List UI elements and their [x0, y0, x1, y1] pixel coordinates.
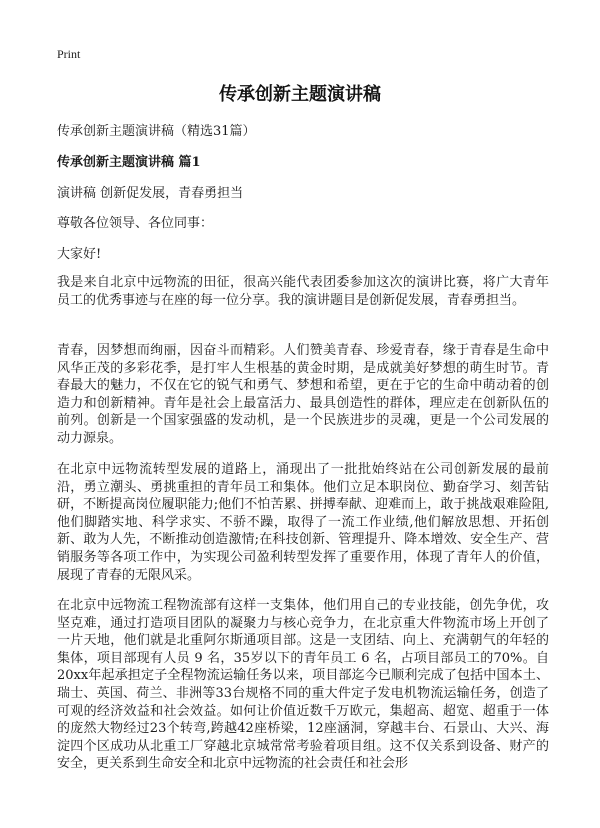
paragraph-project-team: 在北京中远物流工程物流部有这样一支集体，他们用自己的专业技能，创先争优，攻坚克难，通过打造项目团队的凝聚力与核心竞争力，在北京重大件物流市场上开创了一片天地，他们就是北重阿尔斯通项目部。这是一支团结、向上、充满朝气的年轻的集体，项目部现有人员 9 名，35岁以下的青年员工 6 名，占项目部员工的70%。自20xx年起承担定子全程物流运输任务以来，项目部迄今已顺利完成了包括中国本土、瑞士、英国、荷兰、非洲等33台规格不同的重大件定子发电机物流运输任务，创造了可观的经济效益和社会效益。如何让价值近数千万欧元，集超高、超宽、超重于一体的庞然大物经过23个转弯,跨越42座桥梁，12座涵洞，穿越丰台、石景山、大兴、海淀四个区成功从北重工厂穿越北京城常常考验着项目组。这不仅关系到设备、财产的安全，更关系到生命安全和北京中远物流的社会责任和社会形	[57, 598, 549, 772]
document-subtitle: 传承创新主题演讲稿（精选31篇）	[57, 124, 256, 139]
print-link[interactable]: Print	[57, 47, 81, 61]
section-heading: 传承创新主题演讲稿 篇1	[57, 155, 201, 170]
salutation: 尊敬各位领导、各位同事：	[57, 216, 214, 231]
paragraph-employees: 在北京中远物流转型发展的道路上，涌现出了一批批始终站在公司创新发展的最前沿，勇立潮头、勇挑重担的青年员工和集体。他们立足本职岗位、勤奋学习、刻苦钻研，不断提高岗位履职能力;他们不怕苦累、拼搏奉献、迎难而上，敢于挑战艰难险阻,他们脚踏实地、科学求实、不骄不躁，取得了一流工作业绩,他们解放思想、开拓创新、敢为人先，不断推动创造激情;在科技创新、管理提升、降本增效、安全生产、营销服务等各项工作中，为实现公司盈利转型发挥了重要作用，体现了青年人的价值，展现了青春的无限风采。	[57, 462, 549, 583]
greeting: 大家好!	[57, 247, 102, 262]
document-title: 传承创新主题演讲稿	[219, 84, 381, 105]
speech-title: 演讲稿 创新促发展，青春勇担当	[57, 186, 244, 201]
paragraph-intro: 我是来自北京中远物流的田征，很高兴能代表团委参加这次的演讲比赛，将广大青年员工的优秀事迹与在座的每一位分享。我的演讲题目是创新促发展，青春勇担当。	[57, 275, 549, 308]
paragraph-youth: 青春，因梦想而绚丽，因奋斗而精彩。人们赞美青春、珍爱青春，缘于青春是生命中风华正茂的多彩花季，是打牢人生根基的黄金时期，是成就美好梦想的萌生时节。青春最大的魅力，不仅在它的锐气和勇气、梦想和希望，更在于它的生命中萌动着的创造力和创新精神。青年是社会上最富活力、最具创造性的群体，理应走在创新队伍的前列。创新是一个国家强盛的发动机，是一个民族进步的灵魂，更是一个公司发展的动力源泉。	[57, 343, 549, 446]
